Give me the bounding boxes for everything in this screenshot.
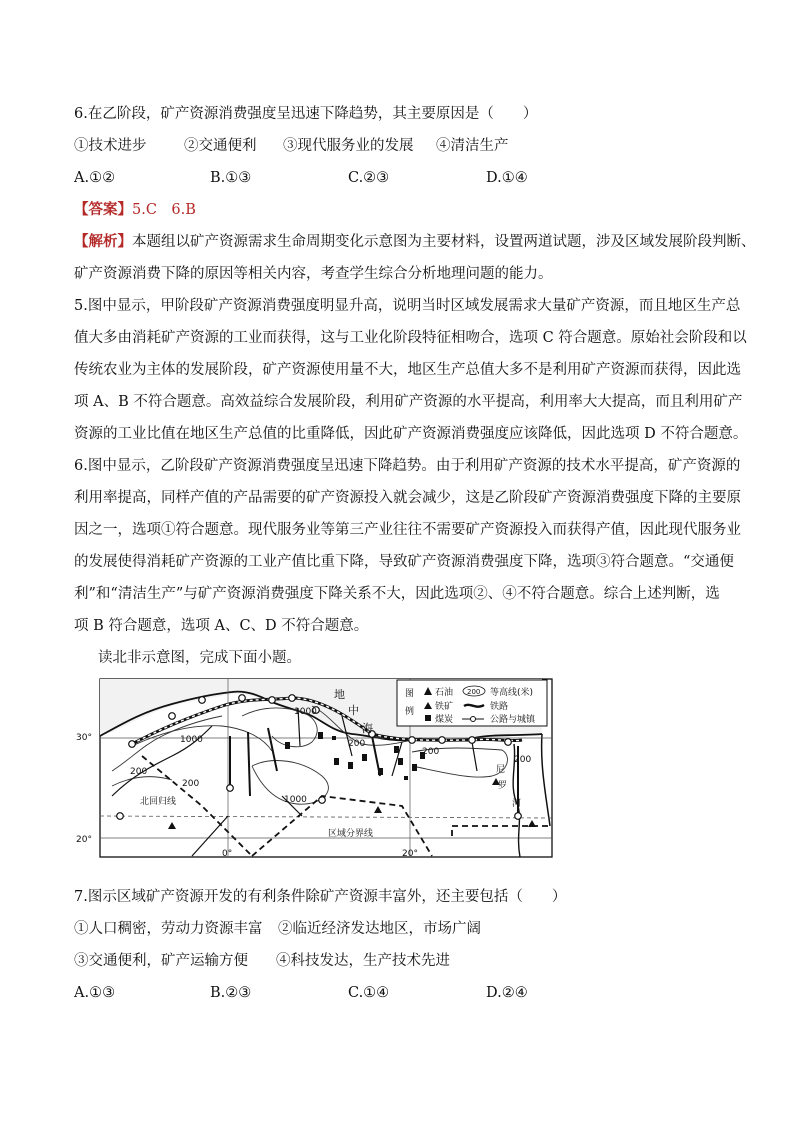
q7-choice-b: B.②③ xyxy=(210,985,252,1001)
analysis-line-3: 5.图中显示，甲阶段矿产资源消费强度明显升高，说明当时区域发展需求大量矿产资源，而且地区生产总 xyxy=(74,298,741,314)
q6-choice-a: A.①② xyxy=(74,170,116,186)
analysis-line-9: 利用率提高，同样产值的产品需要的矿产资源投入就会减少，这是乙阶段矿产资源消费强度下降的主要原 xyxy=(74,490,741,506)
lon-label-20: 20° xyxy=(402,849,418,859)
river-label-3: 河 xyxy=(512,799,522,809)
lon-label-0: 0° xyxy=(222,849,233,859)
q6-stem: 6.在乙阶段，矿产资源消费强度呈迅速下降趋势，其主要原因是（ ） xyxy=(74,106,538,122)
q7-item-1: ①人口稠密，劳动力资源丰富 xyxy=(74,921,263,937)
contour-label-6: 200 xyxy=(514,755,532,765)
analysis-line-5: 传统农业为主体的发展阶段，矿产资源使用量不大，地区生产总值大多不是利用矿产资源而获得，因此选 xyxy=(74,362,741,378)
analysis-line-12: 利”和“清洁生产”与矿产资源消费强度下降关系不大，因此选项②、④不符合题意。综合上述判断，选 xyxy=(74,586,720,602)
contour-label-2: 1000 xyxy=(180,735,203,745)
river-label-1: 尼 xyxy=(496,765,506,775)
analysis-text-1: 本题组以矿产资源需求生命周期变化示意图为主要材料，设置两道试题，涉及区域发展阶段判断、 xyxy=(132,234,756,250)
analysis-line-11: 的发展使得消耗矿产资源的工业产值比重下降，导致矿产资源消费强度下降，选项③符合题意。“交通便 xyxy=(74,554,734,570)
north-africa-map xyxy=(72,676,556,862)
q6-choice-d: D.①④ xyxy=(486,170,528,186)
analysis-tag: 【解析】 xyxy=(74,233,132,250)
q7-stem: 7.图示区域矿产资源开发的有利条件除矿产资源丰富外，还主要包括（ ） xyxy=(74,889,567,905)
legend-road: 公路与城镇 xyxy=(490,715,536,725)
legend-oil: 石油 xyxy=(435,688,454,698)
map-legend xyxy=(397,680,547,726)
analysis-line-6: 项 A、B 不符合题意。高效益综合发展阶段，利用矿产资源的水平提高，利用率大大提高，而且利用矿产 xyxy=(74,394,743,410)
river-label-2: 罗 xyxy=(498,781,508,791)
legend-coal: 煤炭 xyxy=(435,715,454,725)
legend-contour-sample: 200 xyxy=(467,688,481,696)
legend-contour: 等高线(米) xyxy=(490,688,534,698)
q6-item-1: ①技术进步 xyxy=(74,138,147,154)
contour-label-1: 1000 xyxy=(294,707,317,717)
analysis-line-10: 因之一，选项①符合题意。现代服务业等第三产业往往不需要矿产资源投入而获得产值，因此现代服务业 xyxy=(74,522,741,538)
sea-label-2: 中 xyxy=(348,704,359,717)
sea-label-1: 地 xyxy=(334,688,345,701)
q7-choice-c: C.①④ xyxy=(348,985,390,1001)
q7-choice-d: D.②④ xyxy=(486,985,528,1001)
q6-choice-c: C.②③ xyxy=(348,170,390,186)
analysis-line-1 xyxy=(74,232,756,252)
analysis-line-13: 项 B 符合题意，选项 A、C、D 不符合题意。 xyxy=(74,618,369,634)
legend-railway: 铁路 xyxy=(490,702,509,712)
legend-iron: 铁矿 xyxy=(435,702,454,712)
contour-label-4: 200 xyxy=(348,739,366,749)
analysis-line-2: 矿产资源消费下降的原因等相关内容，考查学生综合分析地理问题的能力。 xyxy=(74,266,553,282)
legend-title-1: 图 xyxy=(405,689,415,699)
lat-label-20: 20° xyxy=(76,835,92,845)
q6-choice-b: B.①③ xyxy=(210,170,252,186)
contour-label-3: 200 xyxy=(130,767,148,777)
tropic-label: 北回归线 xyxy=(140,797,177,807)
analysis-line-8: 6.图中显示，乙阶段矿产资源消费强度呈迅速下降趋势。由于利用矿产资源的技术水平提高，矿产资源的 xyxy=(74,458,741,474)
boundary-label: 区域分界线 xyxy=(328,829,374,839)
q6-item-3: ③现代服务业的发展 xyxy=(283,138,414,154)
analysis-line-7: 资源的工业比值在地区生产总值的比重降低，因此矿产资源消费强度应该降低，因此选项 D 不符合题意。 xyxy=(74,426,748,442)
q6-item-2: ②交通便利 xyxy=(184,138,257,154)
analysis-line-4: 值大多由消耗矿产资源的工业而获得，这与工业化阶段特征相吻合，选项 C 符合题意。原始社会阶段和以 xyxy=(74,330,747,346)
q7-item-2: ②临近经济发达地区，市场广阔 xyxy=(278,921,481,937)
legend-title-2: 例 xyxy=(405,707,415,717)
q7-choice-a: A.①③ xyxy=(74,985,116,1001)
sea-label-3: 海 xyxy=(362,722,373,735)
q7-item-3: ③交通便利，矿产运输方便 xyxy=(74,953,248,969)
q6-item-4: ④清洁生产 xyxy=(436,138,509,154)
map-intro: 读北非示意图，完成下面小题。 xyxy=(98,650,301,666)
contour-label-5: 200 xyxy=(422,747,440,757)
lat-label-30: 30° xyxy=(76,733,92,743)
answer-tag: 【答案】 xyxy=(74,201,132,218)
contour-label-8: 200 xyxy=(182,779,200,789)
q7-item-4: ④科技发达，生产技术先进 xyxy=(276,953,450,969)
answer-line xyxy=(74,200,196,220)
contour-label-7: 1000 xyxy=(284,795,307,805)
answer-text: 5.C 6.B xyxy=(132,202,196,218)
